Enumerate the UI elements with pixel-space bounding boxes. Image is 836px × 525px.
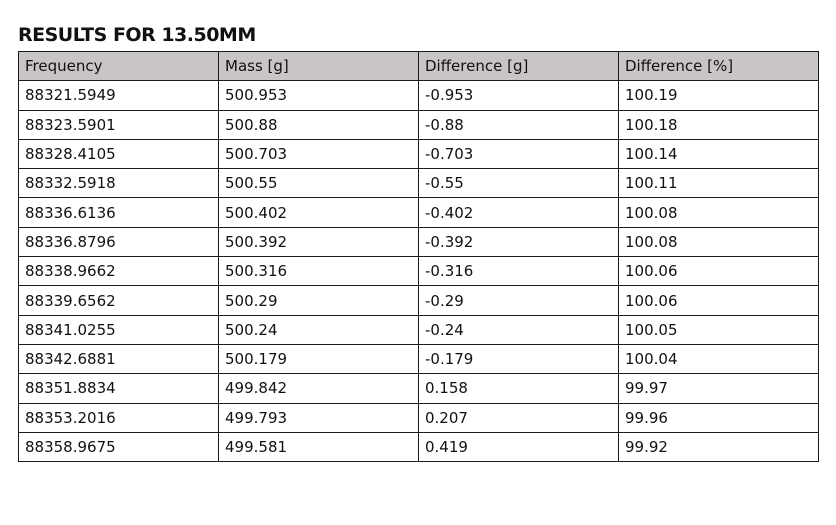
mass-cell: 499.581 [219, 432, 419, 461]
frequency-cell: 88336.6136 [19, 198, 219, 227]
results-table [18, 51, 819, 462]
frequency-cell: 88336.8796 [19, 227, 219, 256]
table-row [19, 432, 819, 461]
mass-cell: 500.24 [219, 315, 419, 344]
table-row [19, 169, 819, 198]
mass-cell: 500.392 [219, 227, 419, 256]
difference-g-cell: -0.953 [419, 81, 619, 110]
difference-g-cell: -0.392 [419, 227, 619, 256]
difference-g-cell: 0.158 [419, 374, 619, 403]
frequency-cell: 88353.2016 [19, 403, 219, 432]
difference-percent-cell: 100.11 [619, 169, 819, 198]
mass-cell: 500.55 [219, 169, 419, 198]
difference-percent-cell: 100.04 [619, 344, 819, 373]
mass-cell: 500.953 [219, 81, 419, 110]
page-title: RESULTS FOR 13.50MM [18, 24, 256, 46]
mass-cell: 500.88 [219, 110, 419, 139]
table-row [19, 139, 819, 168]
column-header-mass: Mass [g] [219, 52, 419, 81]
difference-g-cell: -0.316 [419, 257, 619, 286]
difference-g-cell: 0.419 [419, 432, 619, 461]
frequency-cell: 88351.8834 [19, 374, 219, 403]
frequency-cell: 88338.9662 [19, 257, 219, 286]
table-header-row [19, 52, 819, 81]
difference-percent-cell: 100.19 [619, 81, 819, 110]
mass-cell: 500.703 [219, 139, 419, 168]
difference-percent-cell: 100.05 [619, 315, 819, 344]
frequency-cell: 88328.4105 [19, 139, 219, 168]
frequency-cell: 88341.0255 [19, 315, 219, 344]
difference-g-cell: -0.179 [419, 344, 619, 373]
mass-cell: 499.793 [219, 403, 419, 432]
difference-percent-cell: 100.08 [619, 227, 819, 256]
difference-g-cell: -0.24 [419, 315, 619, 344]
table-row [19, 198, 819, 227]
column-header-difference-g: Difference [g] [419, 52, 619, 81]
table-row [19, 110, 819, 139]
table-row [19, 81, 819, 110]
difference-g-cell: -0.88 [419, 110, 619, 139]
frequency-cell: 88339.6562 [19, 286, 219, 315]
frequency-cell: 88358.9675 [19, 432, 219, 461]
frequency-cell: 88342.6881 [19, 344, 219, 373]
table-row [19, 227, 819, 256]
difference-g-cell: -0.402 [419, 198, 619, 227]
mass-cell: 500.179 [219, 344, 419, 373]
difference-percent-cell: 99.97 [619, 374, 819, 403]
difference-g-cell: -0.703 [419, 139, 619, 168]
difference-percent-cell: 99.96 [619, 403, 819, 432]
column-header-frequency: Frequency [19, 52, 219, 81]
mass-cell: 500.29 [219, 286, 419, 315]
difference-g-cell: -0.29 [419, 286, 619, 315]
frequency-cell: 88332.5918 [19, 169, 219, 198]
difference-percent-cell: 100.06 [619, 257, 819, 286]
difference-percent-cell: 100.14 [619, 139, 819, 168]
table-body [19, 81, 819, 462]
difference-g-cell: 0.207 [419, 403, 619, 432]
difference-percent-cell: 99.92 [619, 432, 819, 461]
table-row [19, 344, 819, 373]
difference-percent-cell: 100.06 [619, 286, 819, 315]
table-row [19, 374, 819, 403]
table-row [19, 286, 819, 315]
mass-cell: 500.402 [219, 198, 419, 227]
difference-g-cell: -0.55 [419, 169, 619, 198]
frequency-cell: 88323.5901 [19, 110, 219, 139]
table-row [19, 257, 819, 286]
mass-cell: 500.316 [219, 257, 419, 286]
column-header-difference-percent: Difference [%] [619, 52, 819, 81]
frequency-cell: 88321.5949 [19, 81, 219, 110]
table-row [19, 315, 819, 344]
table-row [19, 403, 819, 432]
difference-percent-cell: 100.08 [619, 198, 819, 227]
mass-cell: 499.842 [219, 374, 419, 403]
difference-percent-cell: 100.18 [619, 110, 819, 139]
